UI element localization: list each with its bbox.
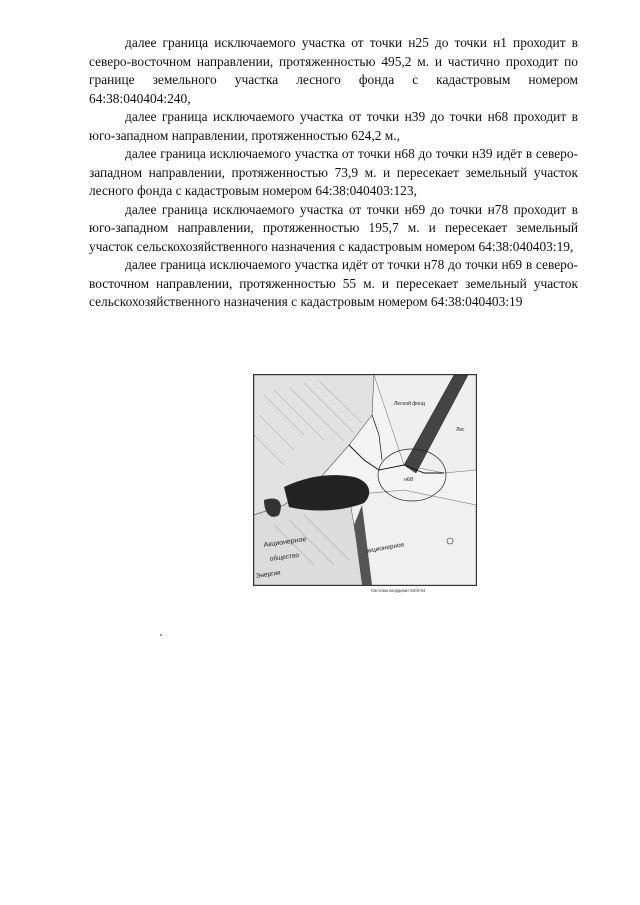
paragraph-2: далее граница исключаемого участка от точки н39 до точки н68 проходит в юго-западном направлении, протяженностью 624,2 м., bbox=[89, 109, 578, 143]
document-text bbox=[89, 34, 578, 312]
map-drawing bbox=[254, 375, 476, 585]
map-label-left-3: Энергия bbox=[255, 569, 282, 580]
map-label-left-2: общество bbox=[269, 551, 300, 563]
map-caption: Система координат МСК-64 bbox=[371, 588, 426, 593]
map-label-east: Лес bbox=[456, 427, 465, 433]
map-label-left-1: Акционерное bbox=[263, 536, 307, 549]
map-label-point: н68 bbox=[404, 477, 414, 483]
paragraph-5: далее граница исключаемого участка идёт от точки н78 до точки н69 в северо-восточном направлении, протяженностью 55 м. и пересекает земельный участок сельскохозяйственного назначения с кадастровым номером 64:38:040403:19 bbox=[89, 257, 578, 309]
map-label-top: Лесной фонд bbox=[394, 401, 425, 407]
cadastral-map-figure bbox=[253, 366, 475, 596]
paragraph-4: далее граница исключаемого участка от точки н69 до точки н78 проходит в юго-западном направлении, протяженностью 195,7 м. и пересекает земельный участок сельскохозяйственного назначения с кадастровым номером 64:38:040403:19, bbox=[89, 201, 578, 254]
paragraph-3: далее граница исключаемого участка от точки н68 до точки н39 идёт в северо-западном направлении, протяженностью 73,9 м. и пересекает земельный участок лесного фонда с кадастровым номером 64:38:040403:123, bbox=[89, 146, 578, 198]
map-label-right: акционерное bbox=[365, 541, 405, 555]
paragraph-1: далее граница исключаемого участка от точки н25 до точки н1 проходит в северо-восточном направлении, протяженностью 495,2 м. и частично проходит по границе земельного участка лесного фонда с кадастровым номером 64:38:040404:240, bbox=[89, 35, 578, 106]
cadastral-map bbox=[253, 374, 477, 586]
scan-speck bbox=[160, 634, 162, 636]
